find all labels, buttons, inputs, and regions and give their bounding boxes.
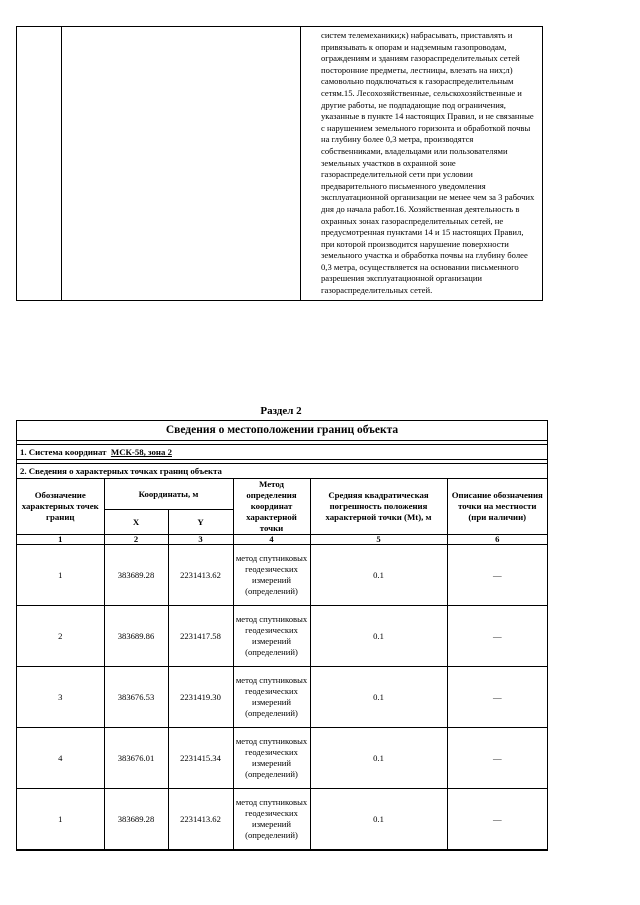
cell-point: 1 [17,789,104,850]
column-number: 1 [17,535,104,545]
restrictions-text: систем телемеханики;к) набрасывать, приставлять и привязывать к опорам и надземным газопроводам, ограждениям и зданиям газораспределительных сетей посторонние предметы, лестницы, влезать на них;л) самовольно подключаться к газораспределительным сетям.15. Лесохозяйственные, сельскохозяйственные и другие работы, не подпадающие под ограничения, указанные в пункте 14 настоящих Правил, и не связанные с нарушением земельного горизонта и обработкой почвы на глубину более 0,3 метра, производятся собственниками, владельцами или пользователями земельных участков в охранной зоне газораспределительной сети при условии предварительного письменного уведомления эксплуатационной организации не менее чем за 3 рабочих дня до начала работ.16. Хозяйственная деятельность в охранных зонах газораспределительных сетей, не предусмотренная пунктами 14 и 15 настоящих Правил, при которой производится нарушение поверхности земельного участка и обработка почвы на глубину более 0,3 метра, осуществляется на основании письменного разрешения эксплуатационной организации газораспределительных сетей. [321,30,535,296]
header-error: Средняя квадратическая погрешность положения характерной точки (Mt), м [310,479,447,535]
header-designation: Обозначение характерных точек границ [17,479,104,535]
cell-description: — [447,667,547,728]
cell-y: 2231415.34 [168,728,233,789]
header-x: X [104,510,168,535]
cell-y: 2231417.58 [168,606,233,667]
points-label-row: 2. Сведения о характерных точках границ объекта [17,464,547,479]
cell-x: 383676.01 [104,728,168,789]
coord-system-row [17,445,547,460]
cell-error: 0.1 [310,606,447,667]
table-row [17,789,547,850]
cell-y: 2231413.62 [168,789,233,850]
section-label: Раздел 2 [260,405,302,417]
cell-point: 3 [17,667,104,728]
section-frame [16,420,548,851]
restrictions-cell-text [301,27,543,301]
cell-point: 4 [17,728,104,789]
points-table [17,479,547,850]
cell-description: — [447,545,547,606]
column-number: 5 [310,535,447,545]
cell-error: 0.1 [310,789,447,850]
coord-system-label: 1. Система координат [20,447,107,457]
cell-error: 0.1 [310,545,447,606]
header-coords: Координаты, м [104,479,233,510]
table-row [17,606,547,667]
table-row [17,728,547,789]
cell-x: 383676.53 [104,667,168,728]
restrictions-cell-name [62,27,301,301]
column-number: 2 [104,535,168,545]
cell-description: — [447,728,547,789]
column-number: 6 [447,535,547,545]
header-method: Метод определения координат характерной точки [233,479,310,535]
cell-x: 383689.28 [104,789,168,850]
coord-system-value: МСК-58, зона 2 [110,447,172,457]
header-row [17,479,547,510]
cell-y: 2231413.62 [168,545,233,606]
cell-method: метод спутниковых геодезических измерений (определений) [233,606,310,667]
cell-error: 0.1 [310,667,447,728]
cell-description: — [447,789,547,850]
cell-x: 383689.28 [104,545,168,606]
column-number: 4 [233,535,310,545]
column-number: 3 [168,535,233,545]
cell-description: — [447,606,547,667]
cell-point: 1 [17,545,104,606]
header-description: Описание обозначения точки на местности (при наличии) [447,479,547,535]
cell-y: 2231419.30 [168,667,233,728]
table-row [17,667,547,728]
cell-method: метод спутниковых геодезических измерений (определений) [233,728,310,789]
cell-x: 383689.86 [104,606,168,667]
section-title: Сведения о местоположении границ объекта [17,421,547,441]
cell-error: 0.1 [310,728,447,789]
table-row [17,545,547,606]
column-number-row [17,535,547,545]
cell-method: метод спутниковых геодезических измерений (определений) [233,789,310,850]
restrictions-row [17,27,543,301]
cell-method: метод спутниковых геодезических измерений (определений) [233,545,310,606]
cell-method: метод спутниковых геодезических измерений (определений) [233,667,310,728]
cell-point: 2 [17,606,104,667]
restrictions-table [16,26,543,301]
restrictions-cell-number [17,27,62,301]
header-y: Y [168,510,233,535]
